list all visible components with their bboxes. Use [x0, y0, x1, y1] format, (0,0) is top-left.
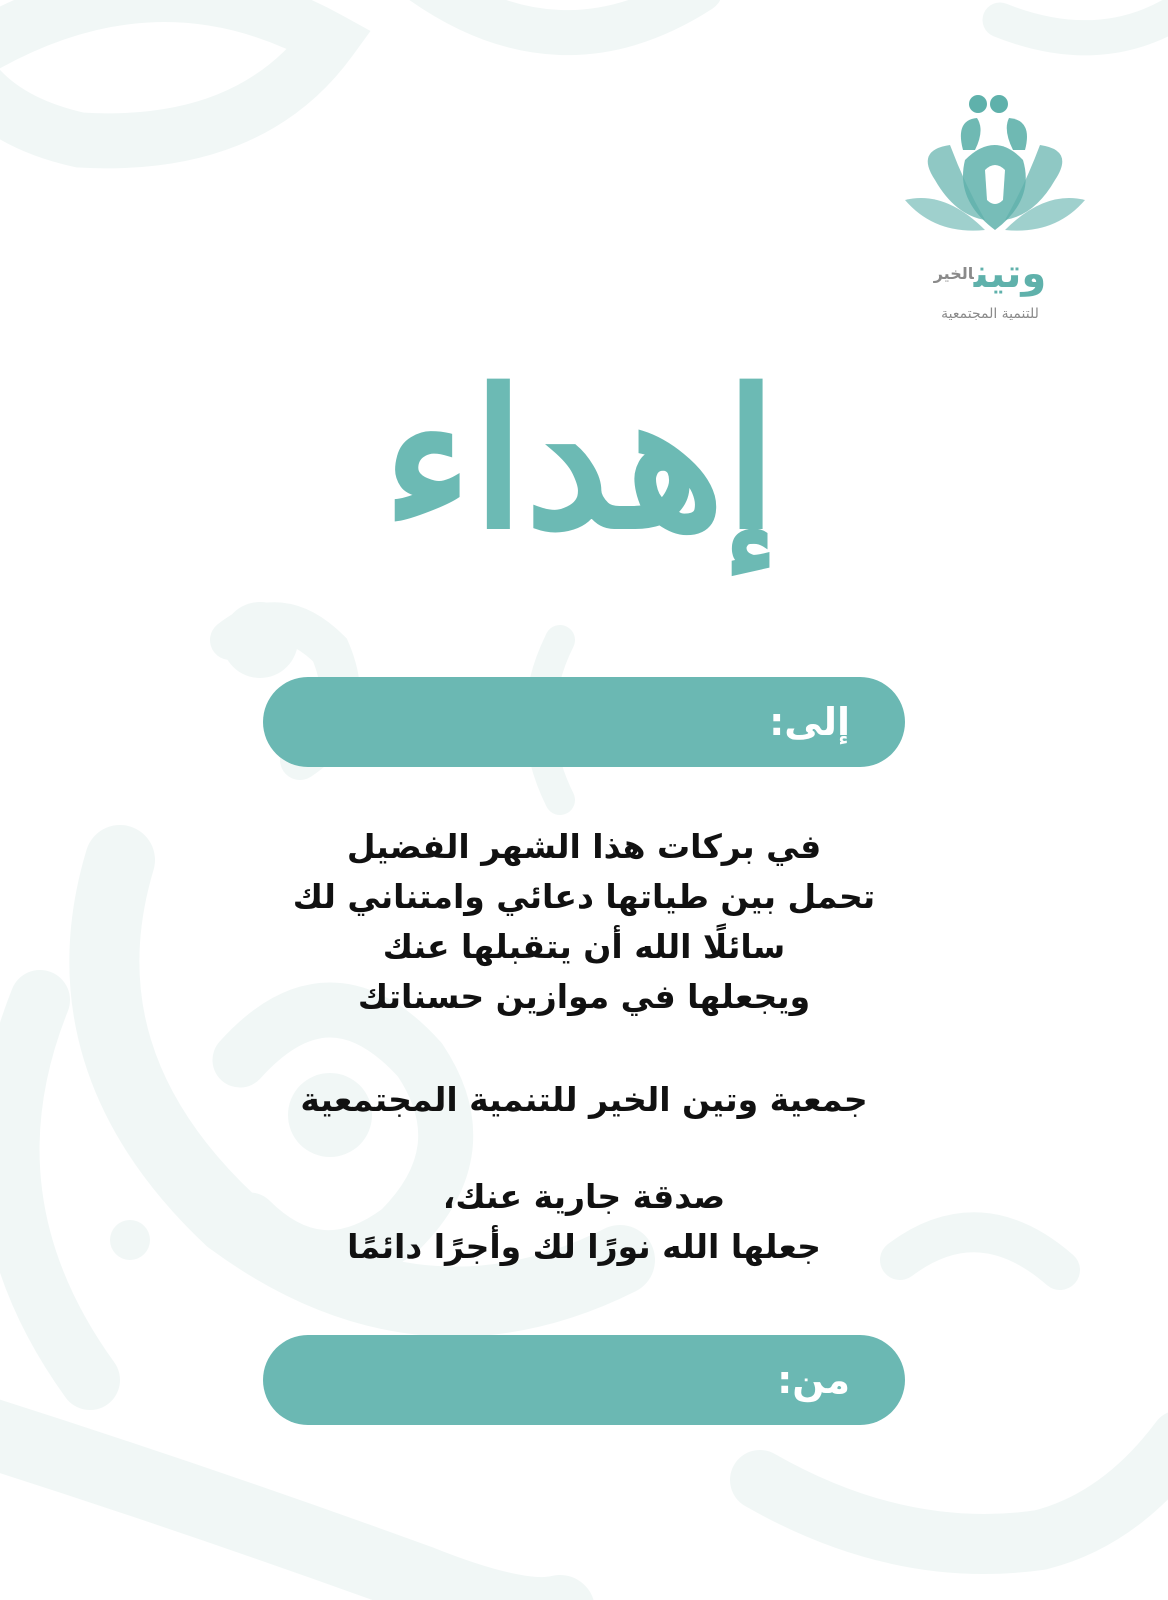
sender-field[interactable]	[263, 1335, 905, 1425]
message-line: ويجعلها في موازين حسناتك	[357, 977, 811, 1016]
sender-label: من:	[777, 1358, 850, 1402]
logo-wordmark	[905, 250, 1075, 298]
lotus-family-icon	[905, 90, 1085, 250]
message-line: تحمل بين طياتها دعائي وامتناني لك	[292, 877, 876, 916]
recipient-field[interactable]	[263, 677, 905, 767]
organization-name	[234, 1075, 934, 1125]
page-title: إهداء	[382, 348, 778, 571]
recipient-label: إلى:	[769, 700, 850, 744]
message-line: سائلًا الله أن يتقبلها عنك	[382, 927, 786, 966]
closing-line: صدقة جارية عنك،	[442, 1177, 726, 1216]
closing-message	[234, 1172, 934, 1272]
message-line: في بركات هذا الشهر الفضيل	[346, 827, 822, 866]
organization-line: جمعية وتين الخير للتنمية المجتمعية	[300, 1080, 868, 1119]
organization-logo	[905, 90, 1085, 330]
dedication-message	[234, 822, 934, 1022]
logo-subtitle: للتنمية المجتمعية	[941, 306, 1039, 322]
logo-name-main: وتين	[973, 251, 1047, 297]
closing-line: جعلها الله نورًا لك وأجرًا دائمًا	[347, 1227, 821, 1266]
logo-name-small: الخير	[933, 264, 974, 283]
